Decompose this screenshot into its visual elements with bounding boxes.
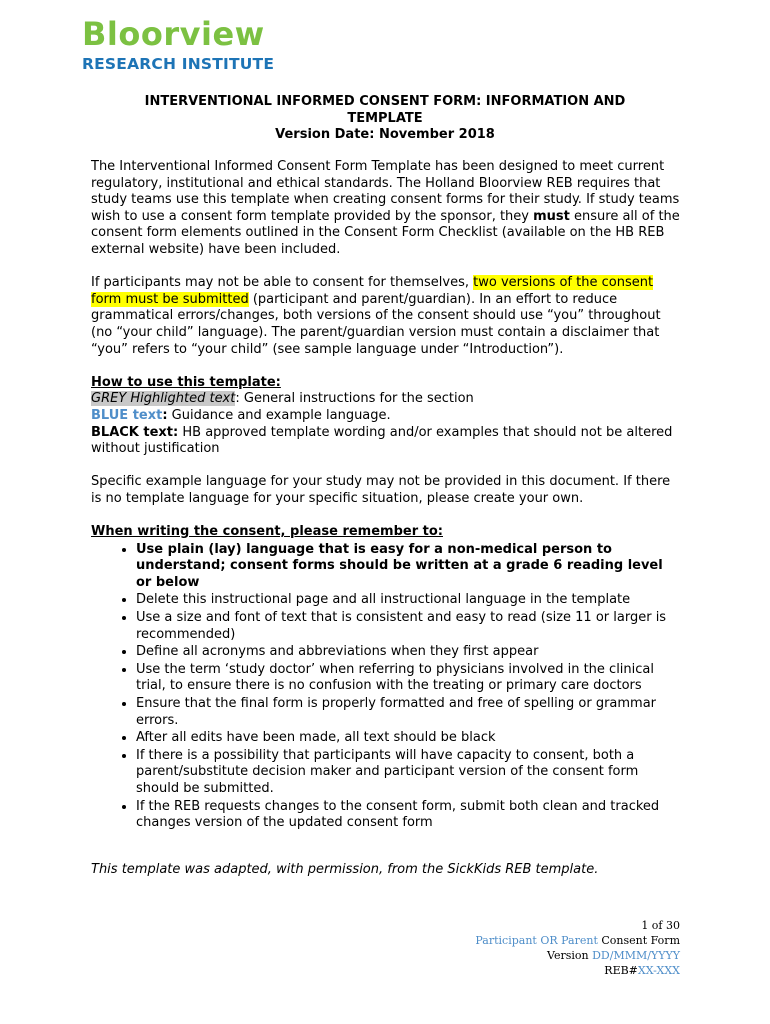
list-item: • Define all acronyms and abbreviations when they first appear: [136, 643, 681, 661]
specific-language-note: Specific example language for your study may not be provided in this document. If there is no template language for your specific situation, please create your own.: [91, 474, 671, 506]
document-title: [100, 94, 670, 144]
grey-label: GREY Highlighted text: [91, 391, 236, 407]
logo-subtitle: RESEARCH INSTITUTE: [82, 55, 275, 73]
list-item: • Use the term ‘study doctor’ when referring to physicians involved in the clinical trial, to ensure there is no confusion with the treating or primary care doctors: [136, 661, 681, 695]
version-date: Version Date: November 2018: [275, 127, 495, 142]
list-item: • Ensure that the final form is properly formatted and free of spelling or grammar errors.: [136, 695, 681, 729]
remember-heading: When writing the consent, please remember to:: [91, 524, 443, 540]
howto-heading: How to use this template:: [91, 374, 281, 390]
intro-paragraph-2: If participants may not be able to consent for themselves, two versions of the consent form must be submitted (participant and parent/guardian). In an effort to reduce grammatical errors/changes, both versions of the consent should use “you” throughout (no “your child” language). The parent/guardian version must contain a disclaimer that “you” refers to “your child” (see sample language under “Introduction”).: [91, 275, 661, 357]
list-item: • If the REB requests changes to the consent form, submit both clean and tracked changes version of the updated consent form: [136, 798, 681, 832]
list-item: • If there is a possibility that participants will have capacity to consent, both a parent/substitute decision maker and participant version of the consent form should be submitted.: [136, 747, 681, 798]
emphasis-must: must: [533, 208, 570, 224]
reb-number: REB#XX-XXX: [604, 964, 680, 977]
legend-blue: BLUE text: Guidance and example language.: [91, 407, 391, 423]
adaptation-note: This template was adapted, with permission, from the SickKids REB template.: [91, 861, 599, 877]
legend-grey: GREY Highlighted text: General instructions for the section: [91, 391, 474, 407]
highlighted-requirement: two versions of the consent form must be submitted: [91, 275, 654, 307]
list-item: • Delete this instructional page and all instructional language in the template: [136, 591, 681, 609]
intro-paragraph-1: The Interventional Informed Consent Form Template has been designed to meet current regulatory, institutional and ethical standards. The Holland Bloorview REB requires that study teams use this template when creating consent forms for their study. If study teams wish to use a consent form template provided by the sponsor, they must ensure all of the consent form elements outlined in the Consent Form Checklist (available on the HB REB external website) have been included.: [91, 159, 680, 257]
logo-name: Bloorview: [82, 15, 265, 53]
list-item: • Use a size and font of text that is consistent and easy to read (size 11 or larger is recommended): [136, 609, 681, 643]
list-item: • Use plain (lay) language that is easy for a non-medical person to understand; consent forms should be written at a grade 6 reading level or below: [136, 541, 681, 592]
form-type: Participant OR Parent Consent Form: [475, 934, 680, 947]
bloorview-logo: [82, 16, 274, 73]
title-line-1: INTERVENTIONAL INFORMED CONSENT FORM: INFORMATION AND: [144, 94, 626, 109]
version-line: Version DD/MMM/YYYY: [547, 949, 680, 962]
document-body: [91, 159, 681, 878]
black-label: BLACK text:: [91, 424, 179, 440]
page-number: 1 of 30: [641, 919, 680, 932]
remember-list: [91, 541, 681, 832]
blue-label: BLUE text: [91, 407, 163, 423]
legend-black: BLACK text: HB approved template wording and/or examples that should not be altered without justification: [91, 424, 673, 457]
list-item: • After all edits have been made, all text should be black: [136, 729, 681, 747]
title-line-2: TEMPLATE: [347, 110, 423, 126]
page-footer: [475, 918, 680, 978]
